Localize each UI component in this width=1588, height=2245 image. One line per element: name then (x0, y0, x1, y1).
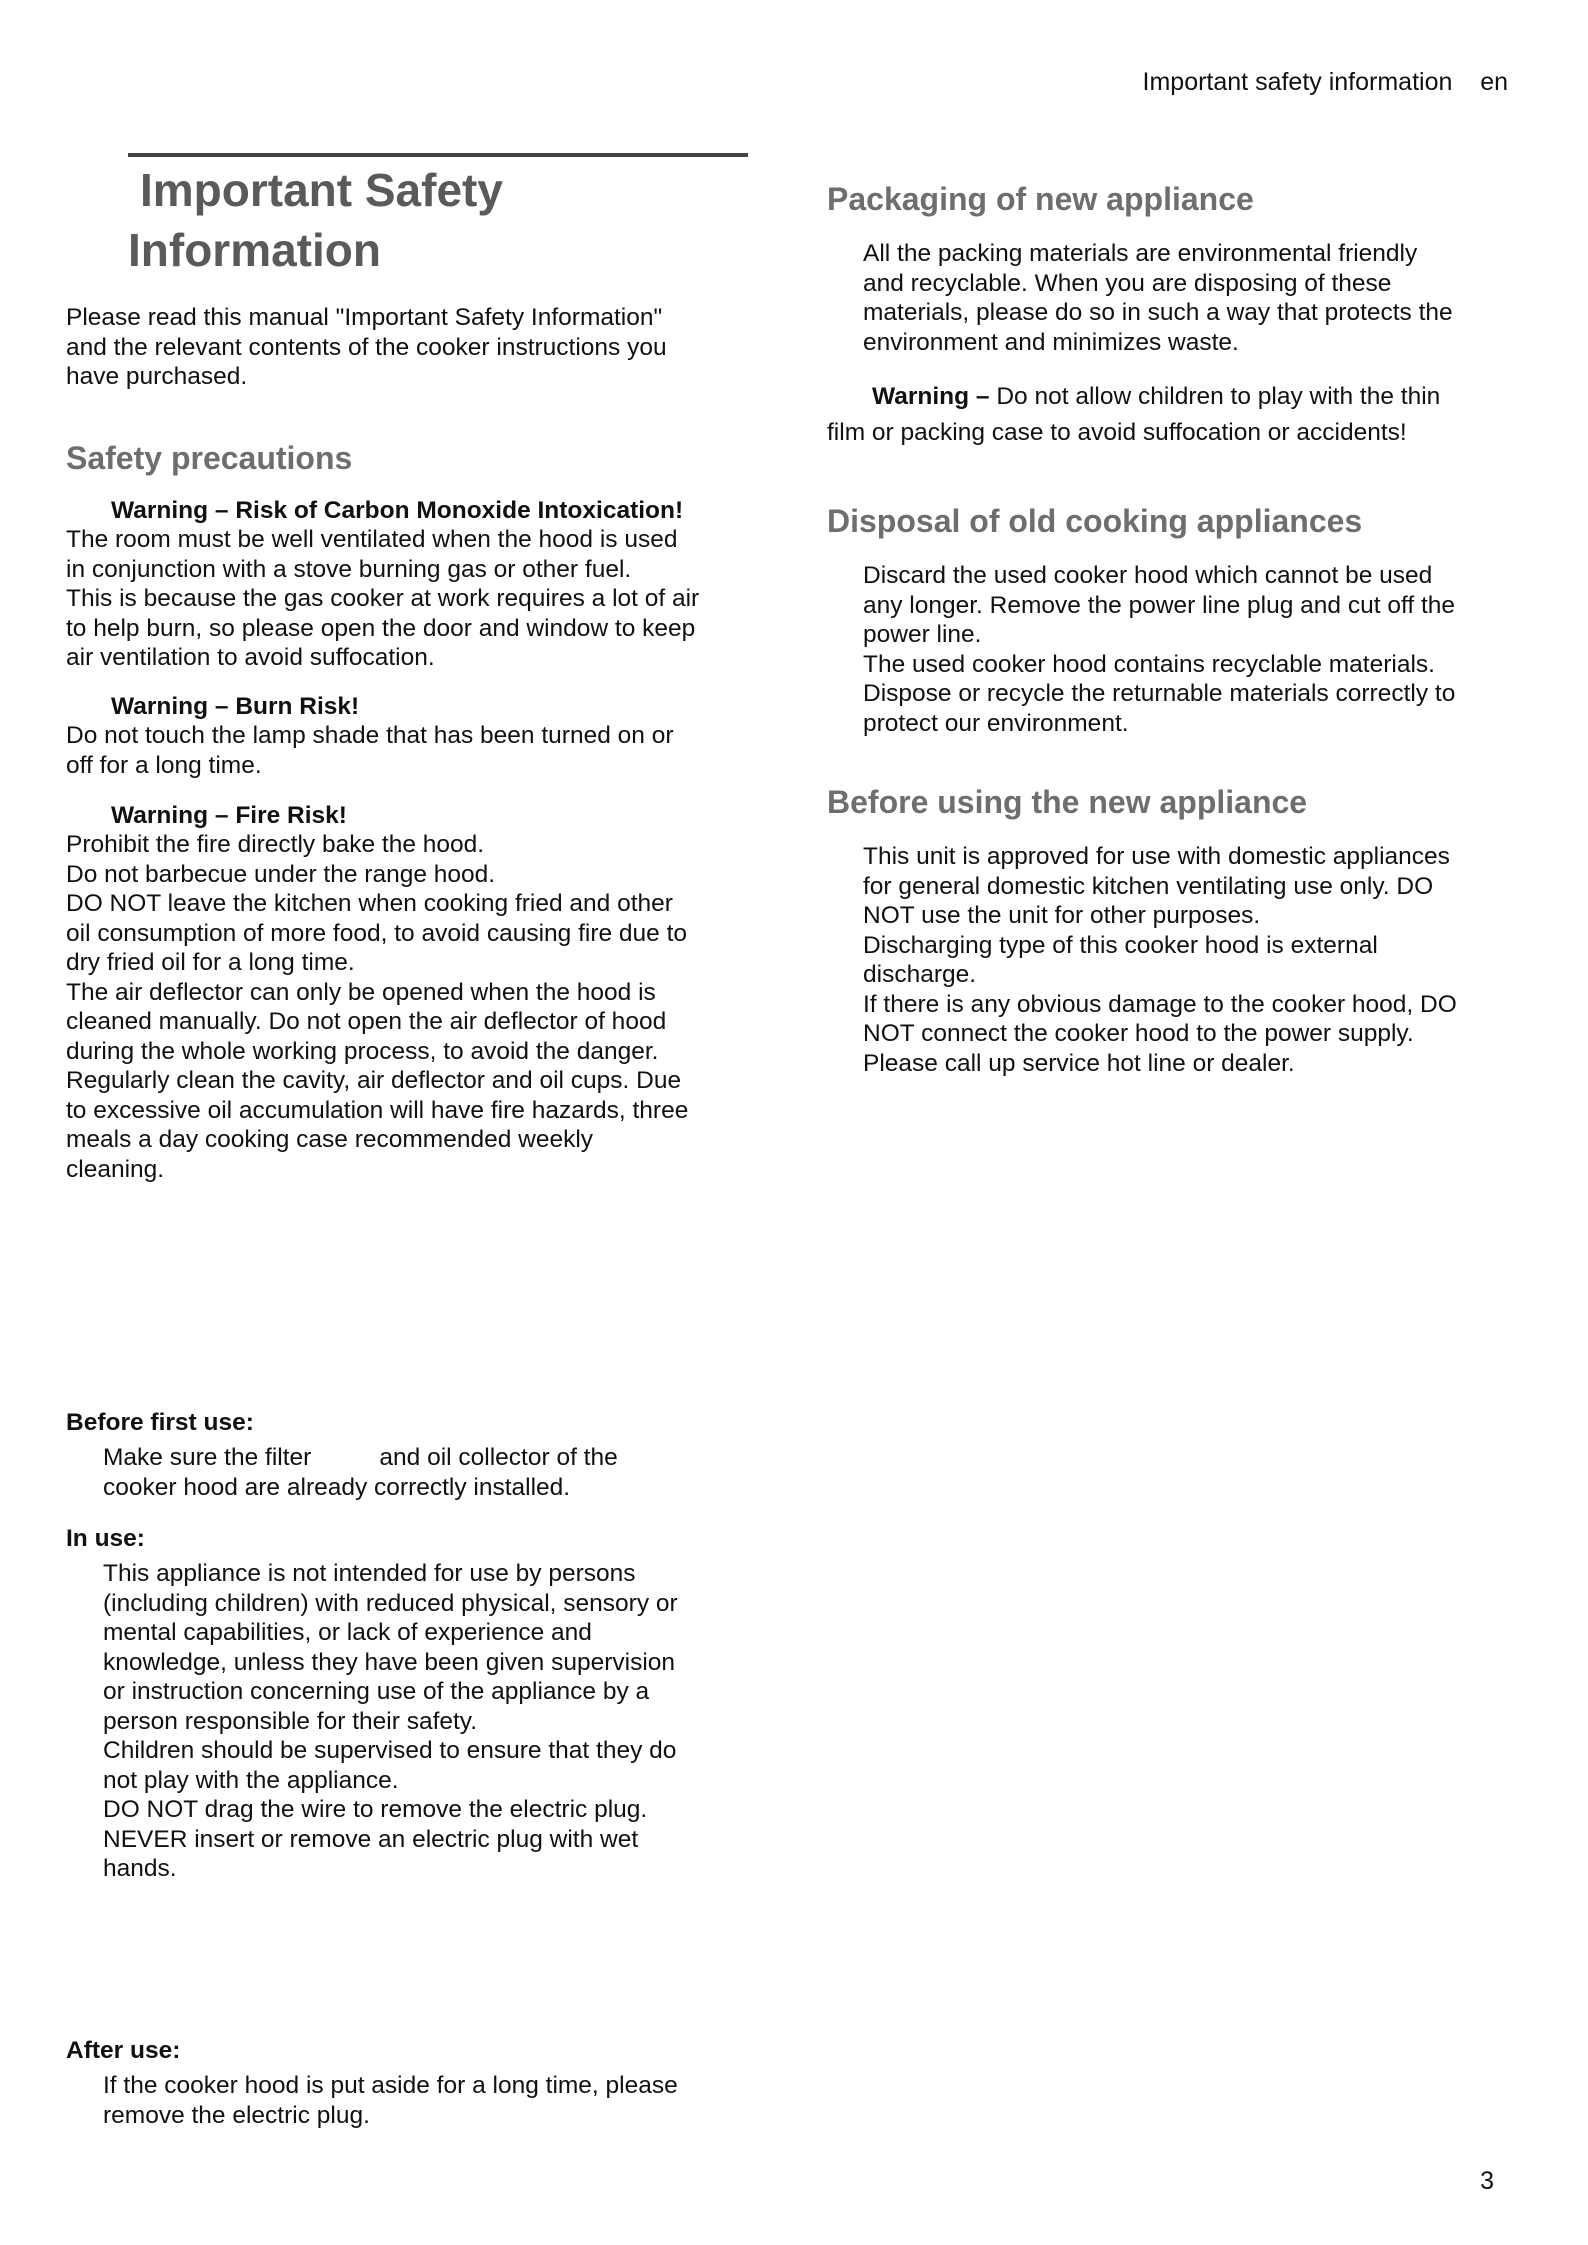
in-use-heading: In use: (66, 1525, 145, 1552)
in-use-text: This appliance is not intended for use by persons (including children) with reduced physical, sensory or mental capabilities, or lack of experience and knowledge, unless they have been given supervision or instruction concerning use of the appliance by a person responsible for their safety. Children should be supervised to ensure that they do not play with the appliance. DO NOT drag the wire to remove the electric plug. NEVER insert or remove an electric plug with wet hands. (103, 1560, 678, 1882)
page-title-line1: Important Safety (140, 164, 503, 216)
header-lang: en (1480, 68, 1508, 96)
page-title (128, 160, 628, 280)
warning-fire-title: Warning – Fire Risk! (111, 802, 347, 829)
running-header (1143, 68, 1508, 97)
before-first-use-text: Make sure the filter and oil collector of the cooker hood are already correctly installed. (103, 1444, 618, 1501)
packaging-warning-text1: Do not allow children to play with the thin (989, 383, 1441, 410)
disposal-heading: Disposal of old cooking appliances (827, 503, 1363, 539)
warning-fire-text: Prohibit the fire directly bake the hood. Do not barbecue under the range hood. DO NOT leave the kitchen when cooking fried and other oil consumption of more food, to avoid causing fire due to dry fried oil for a long time. The air deflector can only be opened when the hood is cleaned manually. Do not open the air deflector of hood during the whole working process, to avoid the danger. Regularly clean the cavity, air deflector and oil cups. Due to excessive oil accumulation will have fire hazards, three meals a day cooking case recommended weekly cleaning. (66, 831, 689, 1183)
safety-precautions-heading: Safety precautions (66, 440, 353, 476)
title-rule (128, 153, 748, 157)
before-first-use-heading: Before first use: (66, 1409, 254, 1436)
packaging-heading: Packaging of new appliance (827, 181, 1254, 217)
warning-burn-text: Do not touch the lamp shade that has been turned on or off for a long time. (66, 722, 674, 779)
packaging-warning-line2: film or packing case to avoid suffocation or accidents! (827, 419, 1407, 446)
packaging-warning-label: Warning – (872, 383, 990, 410)
after-use-text: If the cooker hood is put aside for a long time, please remove the electric plug. (103, 2072, 678, 2129)
intro-paragraph: Please read this manual "Important Safety Information" and the relevant contents of the cooker instructions you have purchased. (66, 304, 667, 390)
header-section: Important safety information (1142, 68, 1453, 96)
warning-co-title: Warning – Risk of Carbon Monoxide Intoxication! (111, 497, 684, 524)
before-using-text: This unit is approved for use with domestic appliances for general domestic kitchen ventilating use only. DO NOT use the unit for other purposes. Discharging type of this cooker hood is external discharge. If there is any obvious damage to the cooker hood, DO NOT connect the cooker hood to the power supply. Please call up service hot line or dealer. (863, 843, 1457, 1077)
after-use-heading: After use: (66, 2037, 181, 2064)
disposal-text: Discard the used cooker hood which cannot be used any longer. Remove the power line plug and cut off the power line. The used cooker hood contains recyclable materials. Dispose or recycle the returnable materials correctly to protect our environment. (863, 562, 1456, 737)
before-using-heading: Before using the new appliance (827, 784, 1308, 820)
warning-burn-title: Warning – Burn Risk! (111, 693, 360, 720)
page-number: 3 (1480, 2167, 1494, 2195)
warning-co-text: The room must be well ventilated when the hood is used in conjunction with a stove burning gas or other fuel. This is because the gas cooker at work requires a lot of air to help burn, so please open the door and window to keep air ventilation to avoid suffocation. (66, 526, 700, 671)
packaging-warning-line1 (872, 382, 1532, 412)
page-title-line2: Information (128, 224, 381, 276)
packaging-text: All the packing materials are environmental friendly and recyclable. When you are disposing of these materials, please do so in such a way that protects the environment and minimizes waste. (863, 240, 1453, 356)
